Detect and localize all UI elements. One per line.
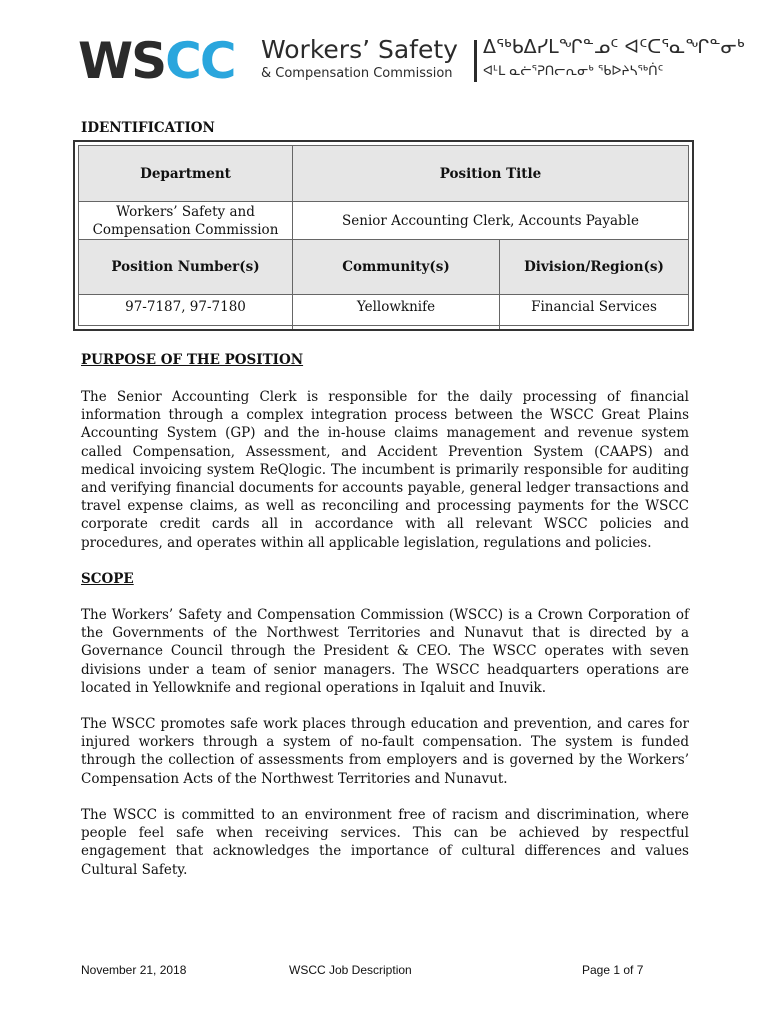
scope-paragraph-1: The Workers’ Safety and Compensation Commission (WSCC) is a Crown Corporation of the Governments of the Northwest Territories and Nunavut that is directed by a Governance Council through the President & CEO. The WSCC operates with seven divisions under a team of senior managers. The WSCC headquarters operations are located in Yellowknife and regional operations in Iqaluit and Inuvik. <box>81 607 689 696</box>
header-community: Community(s) <box>293 240 500 294</box>
value-department: Workers’ Safety and Compensation Commission <box>79 202 293 239</box>
footer-date: November 21, 2018 <box>81 963 187 977</box>
logo-divider <box>474 40 477 82</box>
footer-page-number: Page 1 of 7 <box>582 963 644 977</box>
table-row <box>79 240 688 295</box>
value-community: Yellowknife <box>293 295 500 329</box>
wscc-logo <box>78 32 745 90</box>
purpose-heading: PURPOSE OF THE POSITION <box>81 352 304 368</box>
table-row <box>79 202 688 240</box>
identification-table <box>73 140 694 331</box>
header-division-region: Division/Region(s) <box>500 240 688 294</box>
header-position-title: Position Title <box>293 146 688 201</box>
logo-inuktitut-line1: ᐃᖅᑲᐃᓯᒪᖏᓐᓄᑦ ᐊᑦᑕᕐᓇᖏᓐᓂᒃ <box>483 36 745 58</box>
purpose-paragraph: The Senior Accounting Clerk is responsible for the daily processing of financial information through a complex integration process between the WSCC Great Plains Accounting System (GP) and the in-house claims management and revenue system called Compensation, Assessment, and Accident Prevention System (CAAPS) and medical invoicing system ReQlogic. The incumbent is primarily responsible for auditing and verifying financial documents for accounts payable, general ledger transactions and travel expense claims, as well as reconciling and processing payments for the WSCC corporate credit cards all in accordance with all relevant WSCC policies and procedures, and operates within all applicable legislation, regulations and policies. <box>81 389 689 551</box>
scope-heading: SCOPE <box>81 571 134 587</box>
footer-doc-title: WSCC Job Description <box>289 963 412 977</box>
table-row <box>79 295 688 329</box>
logo-subtitle: & Compensation Commission <box>261 66 453 81</box>
scope-paragraph-2: The WSCC promotes safe work places through education and prevention, and cares for injured workers through a system of no-fault compensation. The system is funded through the collection of assessments from employers and is governed by the Workers’ Compensation Acts of the Northwest Territories and Nunavut. <box>81 716 689 787</box>
logo-inuktitut-line2: ᐊᒻᒪ ᓇᓖᕐᕈᑎᓕᕆᓂᒃ ᖃᐅᔨᓴᖅᑏᑦ <box>483 64 664 79</box>
value-position-title: Senior Accounting Clerk, Accounts Payable <box>342 212 639 229</box>
value-division-region: Financial Services <box>531 299 657 315</box>
value-position-number: 97-7187, 97-7180 <box>79 295 293 329</box>
logo-title: Workers’ Safety <box>261 35 458 64</box>
scope-paragraph-3: The WSCC is committed to an environment free of racism and discrimination, where people feel safe when receiving services. This can be achieved by respectful engagement that acknowledges the importance of cultural differences and values Cultural Safety. <box>81 807 689 878</box>
logo-wordmark: WSCC <box>78 32 235 90</box>
identification-heading: IDENTIFICATION <box>81 120 215 136</box>
header-department: Department <box>79 146 293 201</box>
header-position-number: Position Number(s) <box>79 240 293 294</box>
table-row <box>79 146 688 202</box>
